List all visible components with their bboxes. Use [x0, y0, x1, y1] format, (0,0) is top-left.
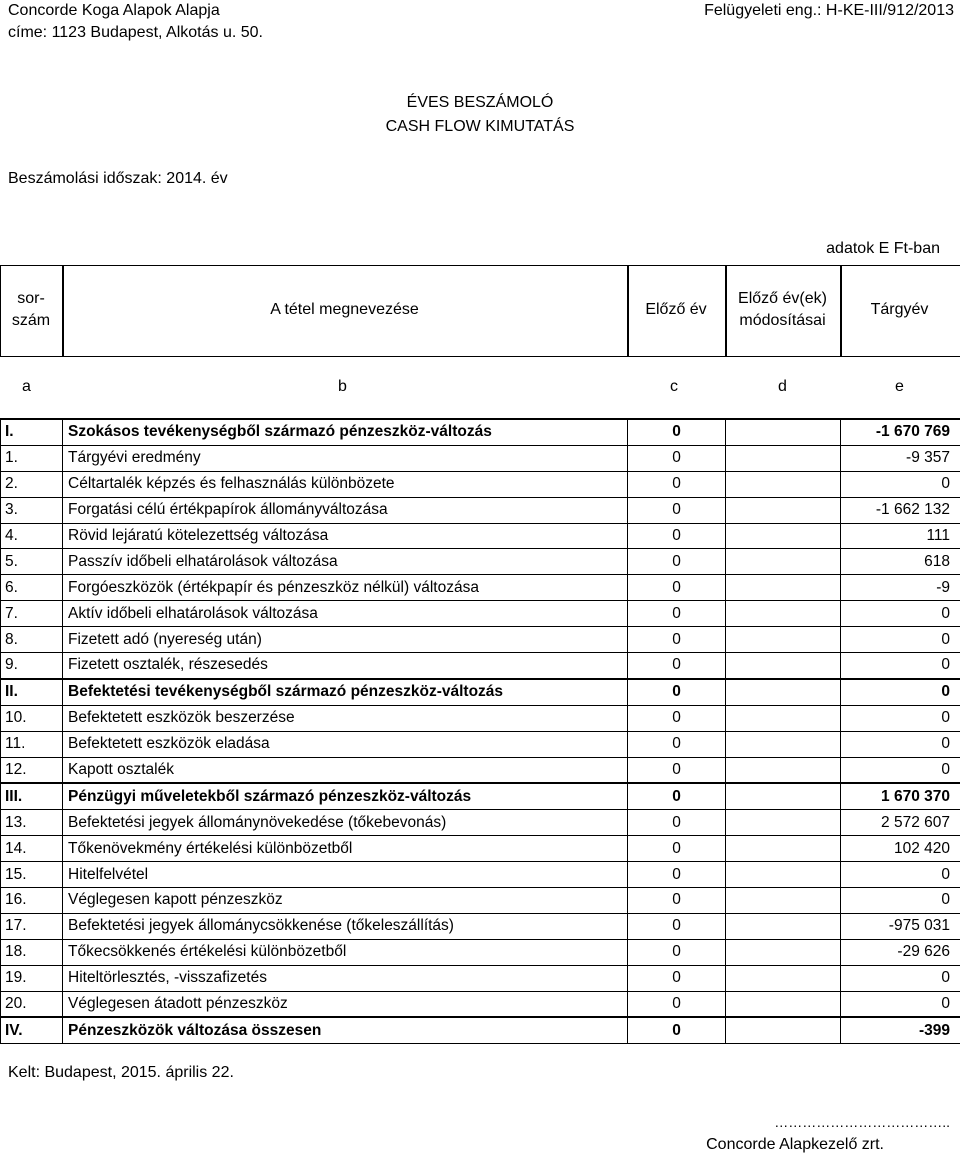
company-address: címe: 1123 Budapest, Alkotás u. 50.	[8, 24, 263, 41]
table-body	[1, 419, 960, 1044]
date-place: Kelt: Budapest, 2015. április 22.	[8, 1064, 234, 1081]
row-number: 13.	[1, 810, 63, 836]
row-prev-year: 0	[628, 601, 726, 627]
row-prev-year: 0	[628, 965, 726, 991]
row-modifications	[726, 575, 841, 601]
signatory: Concorde Alapkezelő zrt.	[706, 1136, 884, 1153]
section-row	[1, 679, 960, 705]
row-modifications	[726, 836, 841, 862]
col-prev-header: Előző év	[645, 301, 707, 318]
row-modifications	[726, 419, 841, 445]
table-row	[1, 991, 960, 1017]
row-label: Befektetési jegyek állománynövekedése (tőkebevonás)	[63, 810, 628, 836]
row-modifications	[726, 653, 841, 679]
row-prev-year: 0	[628, 627, 726, 653]
row-prev-year: 0	[628, 810, 726, 836]
units-note: adatok E Ft-ban	[826, 240, 940, 257]
row-modifications	[726, 965, 841, 991]
row-label: Céltartalék képzés és felhasználás különbözete	[63, 471, 628, 497]
row-current-year: 0	[841, 471, 960, 497]
row-prev-year: 0	[628, 913, 726, 939]
row-number: 17.	[1, 913, 63, 939]
row-modifications	[726, 523, 841, 549]
row-modifications	[726, 783, 841, 809]
row-number: 2.	[1, 471, 63, 497]
row-number: I.	[1, 419, 63, 445]
row-number: 18.	[1, 939, 63, 965]
row-current-year: 0	[841, 888, 960, 914]
row-current-year: 111	[841, 523, 960, 549]
row-modifications	[726, 549, 841, 575]
cash-flow-table	[0, 418, 960, 1044]
row-number: 19.	[1, 965, 63, 991]
row-current-year: 2 572 607	[841, 810, 960, 836]
row-number: 8.	[1, 627, 63, 653]
report-title: ÉVES BESZÁMOLÓ	[406, 94, 554, 111]
signature-line: ………………………………..	[774, 1114, 950, 1130]
row-modifications	[726, 913, 841, 939]
row-label: Pénzeszközök változása összesen	[63, 1017, 628, 1043]
col-mod-header	[725, 265, 840, 355]
row-prev-year: 0	[628, 836, 726, 862]
row-current-year: 0	[841, 601, 960, 627]
table-row	[1, 575, 960, 601]
row-modifications	[726, 888, 841, 914]
row-number: 1.	[1, 445, 63, 471]
row-label: Passzív időbeli elhatárolások változása	[63, 549, 628, 575]
row-modifications	[726, 601, 841, 627]
row-prev-year: 0	[628, 1017, 726, 1043]
row-prev-year: 0	[628, 549, 726, 575]
row-modifications	[726, 705, 841, 731]
report-subtitle: CASH FLOW KIMUTATÁS	[385, 118, 575, 135]
row-label: Tőkenövekmény értékelési különbözetből	[63, 836, 628, 862]
table-row	[1, 810, 960, 836]
col-name-header: A tétel megnevezése	[270, 301, 419, 318]
col-num-line1: sor-	[17, 290, 45, 307]
col-letter-d: d	[778, 378, 787, 395]
row-current-year: 1 670 370	[841, 783, 960, 809]
col-letter-c: c	[670, 378, 678, 395]
row-label: Aktív időbeli elhatárolások változása	[63, 601, 628, 627]
row-number: 20.	[1, 991, 63, 1017]
row-modifications	[726, 939, 841, 965]
row-current-year: 0	[841, 757, 960, 783]
row-label: Tárgyévi eredmény	[63, 445, 628, 471]
col-cur-header: Tárgyév	[870, 301, 929, 318]
row-label: Tőkecsökkenés értékelési különbözetből	[63, 939, 628, 965]
row-modifications	[726, 497, 841, 523]
row-current-year: -1 662 132	[841, 497, 960, 523]
row-label: Befektetési tevékenységből származó pénzeszköz-változás	[63, 679, 628, 705]
table-row	[1, 601, 960, 627]
table-row	[1, 523, 960, 549]
row-number: 6.	[1, 575, 63, 601]
row-prev-year: 0	[628, 653, 726, 679]
row-modifications	[726, 679, 841, 705]
table-row	[1, 445, 960, 471]
table-row	[1, 836, 960, 862]
row-current-year: 0	[841, 965, 960, 991]
row-prev-year: 0	[628, 471, 726, 497]
row-prev-year: 0	[628, 445, 726, 471]
row-current-year: 0	[841, 653, 960, 679]
table-row	[1, 913, 960, 939]
row-prev-year: 0	[628, 731, 726, 757]
row-current-year: 0	[841, 991, 960, 1017]
row-number: 10.	[1, 705, 63, 731]
row-prev-year: 0	[628, 862, 726, 888]
row-number: 9.	[1, 653, 63, 679]
col-letter-e: e	[895, 378, 904, 395]
row-label: Fizetett osztalék, részesedés	[63, 653, 628, 679]
row-current-year: 102 420	[841, 836, 960, 862]
table-row	[1, 497, 960, 523]
row-label: Befektetett eszközök eladása	[63, 731, 628, 757]
row-current-year: 0	[841, 679, 960, 705]
table-row	[1, 731, 960, 757]
row-current-year: 0	[841, 705, 960, 731]
row-modifications	[726, 810, 841, 836]
company-name: Concorde Koga Alapok Alapja	[8, 2, 220, 19]
row-label: Forgatási célú értékpapírok állományváltozása	[63, 497, 628, 523]
row-prev-year: 0	[628, 888, 726, 914]
row-modifications	[726, 862, 841, 888]
col-mod-line2: módosításai	[739, 312, 826, 329]
row-prev-year: 0	[628, 523, 726, 549]
table-row	[1, 471, 960, 497]
row-modifications	[726, 1017, 841, 1043]
row-label: Rövid lejáratú kötelezettség változása	[63, 523, 628, 549]
table-row	[1, 549, 960, 575]
row-prev-year: 0	[628, 991, 726, 1017]
col-mod-line1: Előző év(ek)	[738, 290, 827, 307]
row-modifications	[726, 471, 841, 497]
col-num-line2: szám	[11, 312, 51, 329]
row-number: III.	[1, 783, 63, 809]
col-letter-a: a	[22, 378, 31, 395]
row-number: 12.	[1, 757, 63, 783]
row-modifications	[726, 445, 841, 471]
row-modifications	[726, 731, 841, 757]
row-label: Pénzügyi műveletekből származó pénzeszköz-változás	[63, 783, 628, 809]
row-prev-year: 0	[628, 705, 726, 731]
row-number: 16.	[1, 888, 63, 914]
table-row	[1, 939, 960, 965]
row-modifications	[726, 627, 841, 653]
table-row	[1, 653, 960, 679]
row-modifications	[726, 991, 841, 1017]
row-current-year: -1 670 769	[841, 419, 960, 445]
table-row	[1, 627, 960, 653]
row-number: 15.	[1, 862, 63, 888]
report-period: Beszámolási időszak: 2014. év	[8, 170, 228, 187]
row-prev-year: 0	[628, 575, 726, 601]
row-number: 4.	[1, 523, 63, 549]
row-current-year: 0	[841, 731, 960, 757]
section-row	[1, 1017, 960, 1043]
row-label: Véglegesen kapott pénzeszköz	[63, 888, 628, 914]
table-row	[1, 888, 960, 914]
row-current-year: 0	[841, 627, 960, 653]
row-label: Befektetési jegyek állománycsökkenése (tőkeleszállítás)	[63, 913, 628, 939]
row-label: Befektetett eszközök beszerzése	[63, 705, 628, 731]
supervisory-id: Felügyeleti eng.: H-KE-III/912/2013	[704, 2, 954, 19]
row-current-year: -29 626	[841, 939, 960, 965]
section-row	[1, 419, 960, 445]
row-prev-year: 0	[628, 679, 726, 705]
row-label: Hiteltörlesztés, -visszafizetés	[63, 965, 628, 991]
row-number: II.	[1, 679, 63, 705]
row-prev-year: 0	[628, 757, 726, 783]
row-current-year: -9	[841, 575, 960, 601]
row-label: Véglegesen átadott pénzeszköz	[63, 991, 628, 1017]
row-prev-year: 0	[628, 497, 726, 523]
section-row	[1, 783, 960, 809]
row-current-year: 618	[841, 549, 960, 575]
row-current-year: -975 031	[841, 913, 960, 939]
row-number: 14.	[1, 836, 63, 862]
row-label: Hitelfelvétel	[63, 862, 628, 888]
table-row	[1, 862, 960, 888]
table-row	[1, 965, 960, 991]
table-row	[1, 757, 960, 783]
col-num-header	[0, 265, 62, 355]
col-letter-b: b	[338, 378, 347, 395]
row-number: 7.	[1, 601, 63, 627]
table-row	[1, 705, 960, 731]
row-label: Kapott osztalék	[63, 757, 628, 783]
row-current-year: -399	[841, 1017, 960, 1043]
row-current-year: 0	[841, 862, 960, 888]
row-number: 11.	[1, 731, 63, 757]
row-prev-year: 0	[628, 939, 726, 965]
row-prev-year: 0	[628, 419, 726, 445]
row-number: 3.	[1, 497, 63, 523]
row-number: 5.	[1, 549, 63, 575]
row-label: Szokásos tevékenységből származó pénzeszköz-változás	[63, 419, 628, 445]
row-current-year: -9 357	[841, 445, 960, 471]
row-label: Fizetett adó (nyereség után)	[63, 627, 628, 653]
row-number: IV.	[1, 1017, 63, 1043]
row-label: Forgóeszközök (értékpapír és pénzeszköz nélkül) változása	[63, 575, 628, 601]
row-prev-year: 0	[628, 783, 726, 809]
row-modifications	[726, 757, 841, 783]
